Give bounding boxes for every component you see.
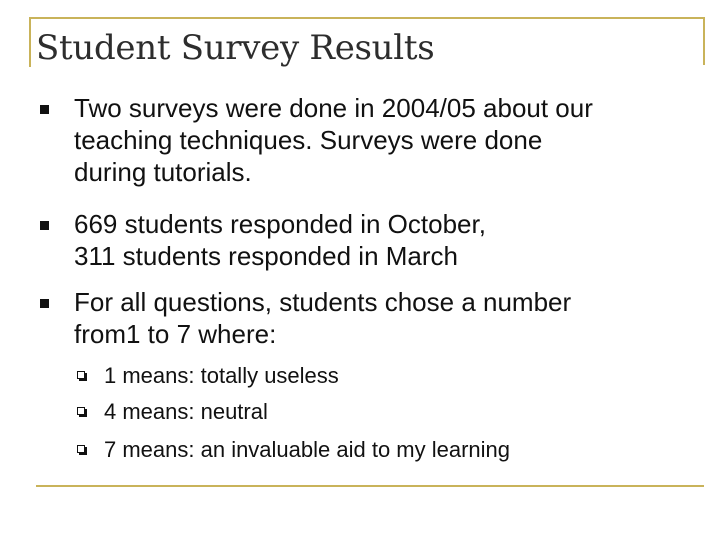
- hollow-square-bullet-icon: [77, 371, 85, 379]
- bullet-item-scale: [74, 286, 684, 350]
- slide-title: Student Survey Results: [36, 28, 435, 68]
- sub-bullet-item: [104, 394, 684, 430]
- bullet-line: For all questions, students chose a number: [74, 287, 572, 317]
- sub-bullet-text: 7 means: an invaluable aid to my learning: [104, 437, 511, 462]
- bullet-line: 311 students responded in March: [74, 241, 458, 271]
- bullet-line: from1 to 7 where:: [74, 319, 277, 349]
- bullet-item-surveys: [74, 92, 684, 188]
- bullet-line: during tutorials.: [74, 157, 252, 187]
- frame-line-bottom: [36, 485, 704, 487]
- square-bullet-icon: [40, 299, 49, 308]
- sub-bullet-item: [104, 432, 684, 468]
- bullet-line: Two surveys were done in 2004/05 about our: [74, 93, 593, 123]
- sub-bullet-text: 1 means: totally useless: [104, 363, 339, 388]
- bullet-item-respondents: [74, 208, 684, 272]
- square-bullet-icon: [40, 221, 49, 230]
- hollow-square-bullet-icon: [77, 407, 85, 415]
- hollow-square-bullet-icon: [77, 445, 85, 453]
- square-bullet-icon: [40, 105, 49, 114]
- bullet-line: teaching techniques. Surveys were done: [74, 125, 543, 155]
- sub-bullet-text: 4 means: neutral: [104, 399, 268, 424]
- sub-bullet-item: [104, 358, 684, 394]
- bullet-line: 669 students responded in October,: [74, 209, 486, 239]
